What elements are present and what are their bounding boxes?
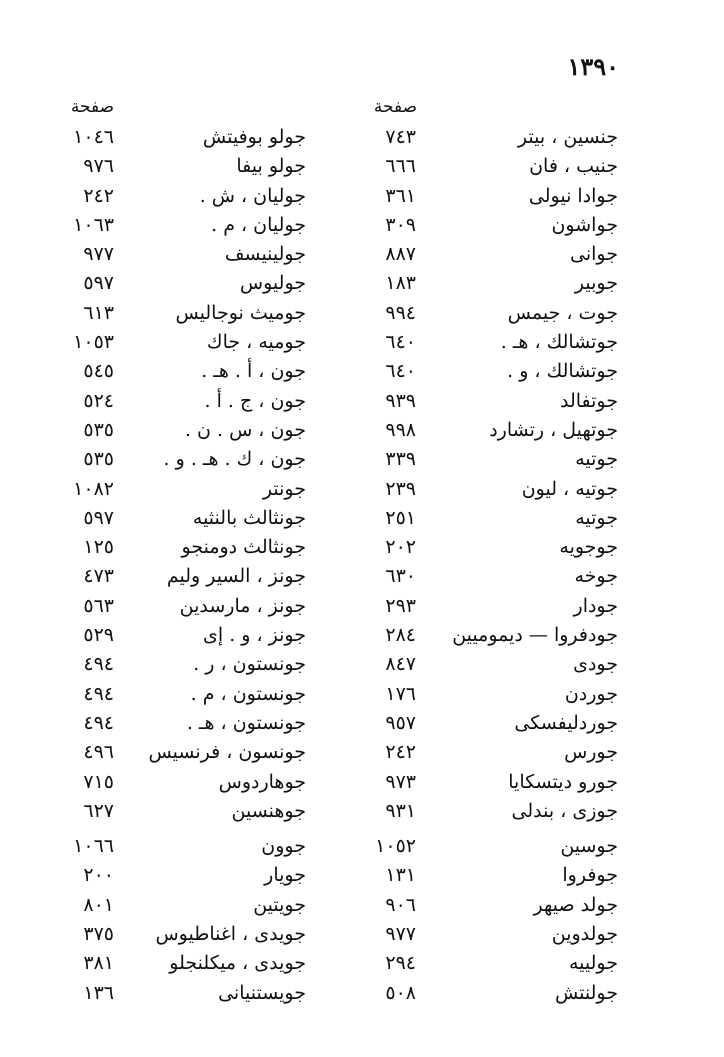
entry-name-left: جون ، ج . أ . [204, 389, 306, 412]
entry-page-left: ٥٢٤ [83, 389, 114, 412]
entry-page-right: ٩٣١ [385, 799, 416, 822]
entry-page-left: ٣٧٥ [83, 923, 114, 946]
entry-page-left: ١٠٥٣ [73, 331, 114, 354]
index-row [0, 445, 724, 474]
entry-name-right: جوجويه [559, 536, 618, 559]
entry-name-left: جويدى ، ميكلنجلو [169, 952, 306, 975]
entry-page-left: ٨٠١ [83, 893, 114, 916]
entry-name-left: جونثالث دومنجو [181, 536, 306, 559]
entry-name-left: جويستنيانى [218, 981, 306, 1004]
entry-page-left: ٧١٥ [83, 770, 114, 793]
index-row [0, 832, 724, 861]
entry-page-right: ٩٠٦ [385, 893, 416, 916]
entry-name-left: جوون [261, 835, 306, 858]
entry-name-left: جونستون ، م . [190, 682, 306, 705]
index-row [0, 504, 724, 533]
entry-page-right: ٣٠٩ [385, 213, 416, 236]
entry-name-right: جولدوين [551, 923, 618, 946]
entry-page-right: ٩٥٧ [385, 711, 416, 734]
entry-name-left: جوميه ، جاك [206, 331, 306, 354]
entry-page-left: ٥٤٥ [83, 360, 114, 383]
entry-name-left: جويدى ، اغناطيوس [155, 923, 306, 946]
index-row [0, 328, 724, 357]
entry-page-right: ٦٦٦ [385, 155, 416, 178]
entry-page-left: ٥٣٥ [83, 448, 114, 471]
entry-name-left: جوهنسين [231, 799, 306, 822]
index-row [0, 562, 724, 591]
index-row [0, 269, 724, 298]
entry-page-right: ٩٧٣ [385, 770, 416, 793]
entry-name-right: جودار [573, 594, 618, 617]
entry-page-left: ٥٣٥ [83, 418, 114, 441]
index-row [0, 592, 724, 621]
index-row [0, 387, 724, 416]
entry-name-right: جولييه [568, 952, 618, 975]
entry-page-left: ٥٢٩ [83, 624, 114, 647]
entry-name-right: جوبير [574, 272, 618, 295]
entry-name-right: جوتفالد [559, 389, 618, 412]
entry-name-right: جنسين ، بيتر [517, 126, 618, 148]
entry-page-right: ٢٩٣ [385, 594, 416, 617]
entry-page-right: ٢٥١ [385, 506, 416, 529]
entry-page-right: ٢٣٩ [385, 477, 416, 500]
entry-name-left: جونستون ، هـ . [186, 711, 306, 734]
entry-page-left: ٤٩٤ [83, 653, 114, 676]
entry-page-right: ٨٤٧ [385, 653, 416, 676]
entry-name-right: جوادا نيولى [528, 184, 618, 207]
entry-name-left: جويار [264, 864, 306, 887]
entry-page-right: ٢٩٤ [385, 952, 416, 975]
entry-name-right: جورو ديتسكايا [508, 770, 618, 793]
entry-page-left: ٤٩٤ [83, 711, 114, 734]
index-row [0, 533, 724, 562]
entry-name-right: جوردن [564, 682, 618, 705]
entry-page-right: ٢٤٢ [385, 741, 416, 764]
entry-page-right: ٣٦١ [385, 184, 416, 207]
index-row [0, 979, 724, 1008]
index-row [0, 357, 724, 386]
entry-page-right: ٩٧٧ [385, 923, 416, 946]
entry-name-right: جوردليفسكى [514, 711, 618, 734]
entry-page-left: ٤٩٦ [83, 741, 114, 764]
index-row [0, 797, 724, 826]
entry-name-right: جوزى ، بندلى [511, 799, 618, 822]
entry-name-left: جون ، أ . هـ . [201, 360, 306, 383]
entry-page-right: ٢٨٤ [385, 624, 416, 647]
index-row [0, 152, 724, 181]
index-row [0, 650, 724, 679]
entry-page-right: ١٣١ [385, 864, 416, 887]
index-row [0, 680, 724, 709]
entry-name-right: جوخه [574, 565, 618, 588]
entry-name-right: جوتشالك ، هـ . [500, 331, 618, 354]
index-row [0, 738, 724, 767]
entry-page-left: ١٢٥ [83, 536, 114, 559]
index-row [0, 709, 724, 738]
entry-page-right: ٢٠٢ [385, 536, 416, 559]
entry-page-left: ٤٩٤ [83, 682, 114, 705]
entry-page-right: ٩٩٤ [385, 301, 416, 324]
entry-name-right: جوتيه [575, 448, 618, 471]
entry-page-left: ٢٠٠ [83, 864, 114, 887]
entry-name-left: جونسون ، فرنسيس [148, 741, 306, 764]
entry-page-left: ٩٧٧ [83, 243, 114, 266]
entry-page-right: ٥٠٨ [385, 981, 416, 1004]
index-row [0, 920, 724, 949]
entry-page-right: ١٧٦ [385, 682, 416, 705]
entry-page-right: ١٠٥٢ [375, 835, 416, 858]
index-row [0, 475, 724, 504]
entry-name-left: جونتر [262, 477, 306, 500]
entry-page-right: ١٨٣ [385, 272, 416, 295]
entry-page-right: ٣٣٩ [385, 448, 416, 471]
entry-name-right: جوفروا [562, 864, 618, 887]
index-row [0, 949, 724, 978]
column-header-page-left: صفحة [70, 97, 114, 117]
entry-name-left: جولو بيفا [236, 155, 306, 178]
entry-name-left: جوليوس [239, 272, 306, 295]
entry-name-left: جونز ، السير وليم [166, 565, 306, 588]
entry-name-right: جورس [564, 741, 618, 764]
entry-name-right: جواشون [551, 213, 618, 236]
index-row [0, 891, 724, 920]
entry-name-right: جولد صيهر [533, 893, 618, 916]
entry-name-left: جونز ، مارسدين [179, 594, 306, 617]
entry-page-left: ٣٨١ [83, 952, 114, 975]
entry-name-left: جوميث نوجاليس [175, 301, 306, 324]
index-row [0, 299, 724, 328]
entry-page-left: ١٠٦٦ [73, 835, 114, 858]
entry-name-left: جولينيسف [224, 243, 306, 266]
index-row [0, 621, 724, 650]
entry-name-right: جوتيه [575, 506, 618, 529]
index-row [0, 861, 724, 890]
entry-page-left: ٥٩٧ [83, 272, 114, 295]
entry-name-left: جون ، ك . هـ . و . [163, 448, 306, 471]
entry-name-right: جوسين [560, 835, 618, 858]
entry-name-right: جودى [573, 653, 618, 676]
entry-name-left: جون ، س . ن . [184, 418, 306, 441]
entry-page-left: ٢٤٢ [83, 184, 114, 207]
entry-page-left: ١٠٦٣ [73, 213, 114, 236]
entry-page-left: ١٠٨٢ [73, 477, 114, 500]
entry-name-right: جوتهيل ، رتشارد [489, 418, 618, 441]
entry-page-left: ٦٢٧ [83, 799, 114, 822]
entry-name-right: جودفروا — ديموميين [452, 624, 618, 647]
entry-page-left: ١٠٤٦ [73, 126, 114, 148]
index-row [0, 211, 724, 240]
index-row [0, 416, 724, 445]
entry-page-right: ٨٨٧ [385, 243, 416, 266]
column-header-page-right: صفحة [373, 97, 417, 117]
entry-page-right: ٦٣٠ [385, 565, 416, 588]
entry-name-left: جوليان ، م . [211, 213, 306, 236]
entry-page-right: ٩٩٨ [385, 418, 416, 441]
page-number: ١٣٩٠ [567, 52, 619, 81]
index-row [0, 182, 724, 211]
entry-page-left: ١٣٦ [83, 981, 114, 1004]
entry-name-right: جوتيه ، ليون [521, 477, 618, 500]
entry-name-right: جوانى [570, 243, 618, 266]
entry-name-left: جوهاردوس [218, 770, 306, 793]
index-row [0, 768, 724, 797]
index-row [0, 123, 724, 152]
entry-name-right: جولنتش [554, 981, 618, 1004]
entry-page-left: ٩٧٦ [83, 155, 114, 178]
entry-name-left: جونز ، و . إى [203, 624, 306, 647]
entry-name-left: جولو بوفيتش [202, 126, 306, 148]
entry-name-left: جونثالث بالنثيه [192, 506, 306, 529]
index-row [0, 240, 724, 269]
entry-page-left: ٤٧٣ [83, 565, 114, 588]
entry-page-right: ٧٤٣ [385, 126, 416, 148]
entry-page-right: ٦٤٠ [385, 331, 416, 354]
entry-page-left: ٦١٣ [83, 301, 114, 324]
entry-name-left: جوليان ، ش . [199, 184, 306, 207]
entry-name-right: جوت ، جيمس [507, 301, 618, 324]
entry-name-right: جنيب ، فان [529, 155, 618, 178]
entry-page-right: ٦٤٠ [385, 360, 416, 383]
entry-page-left: ٥٩٧ [83, 506, 114, 529]
entry-page-right: ٩٣٩ [385, 389, 416, 412]
entry-page-left: ٥٦٣ [83, 594, 114, 617]
entry-name-left: جونستون ، ر . [193, 653, 306, 676]
index-table [0, 123, 724, 1008]
entry-name-right: جوتشالك ، و . [507, 360, 618, 383]
entry-name-left: جويتين [253, 893, 306, 916]
